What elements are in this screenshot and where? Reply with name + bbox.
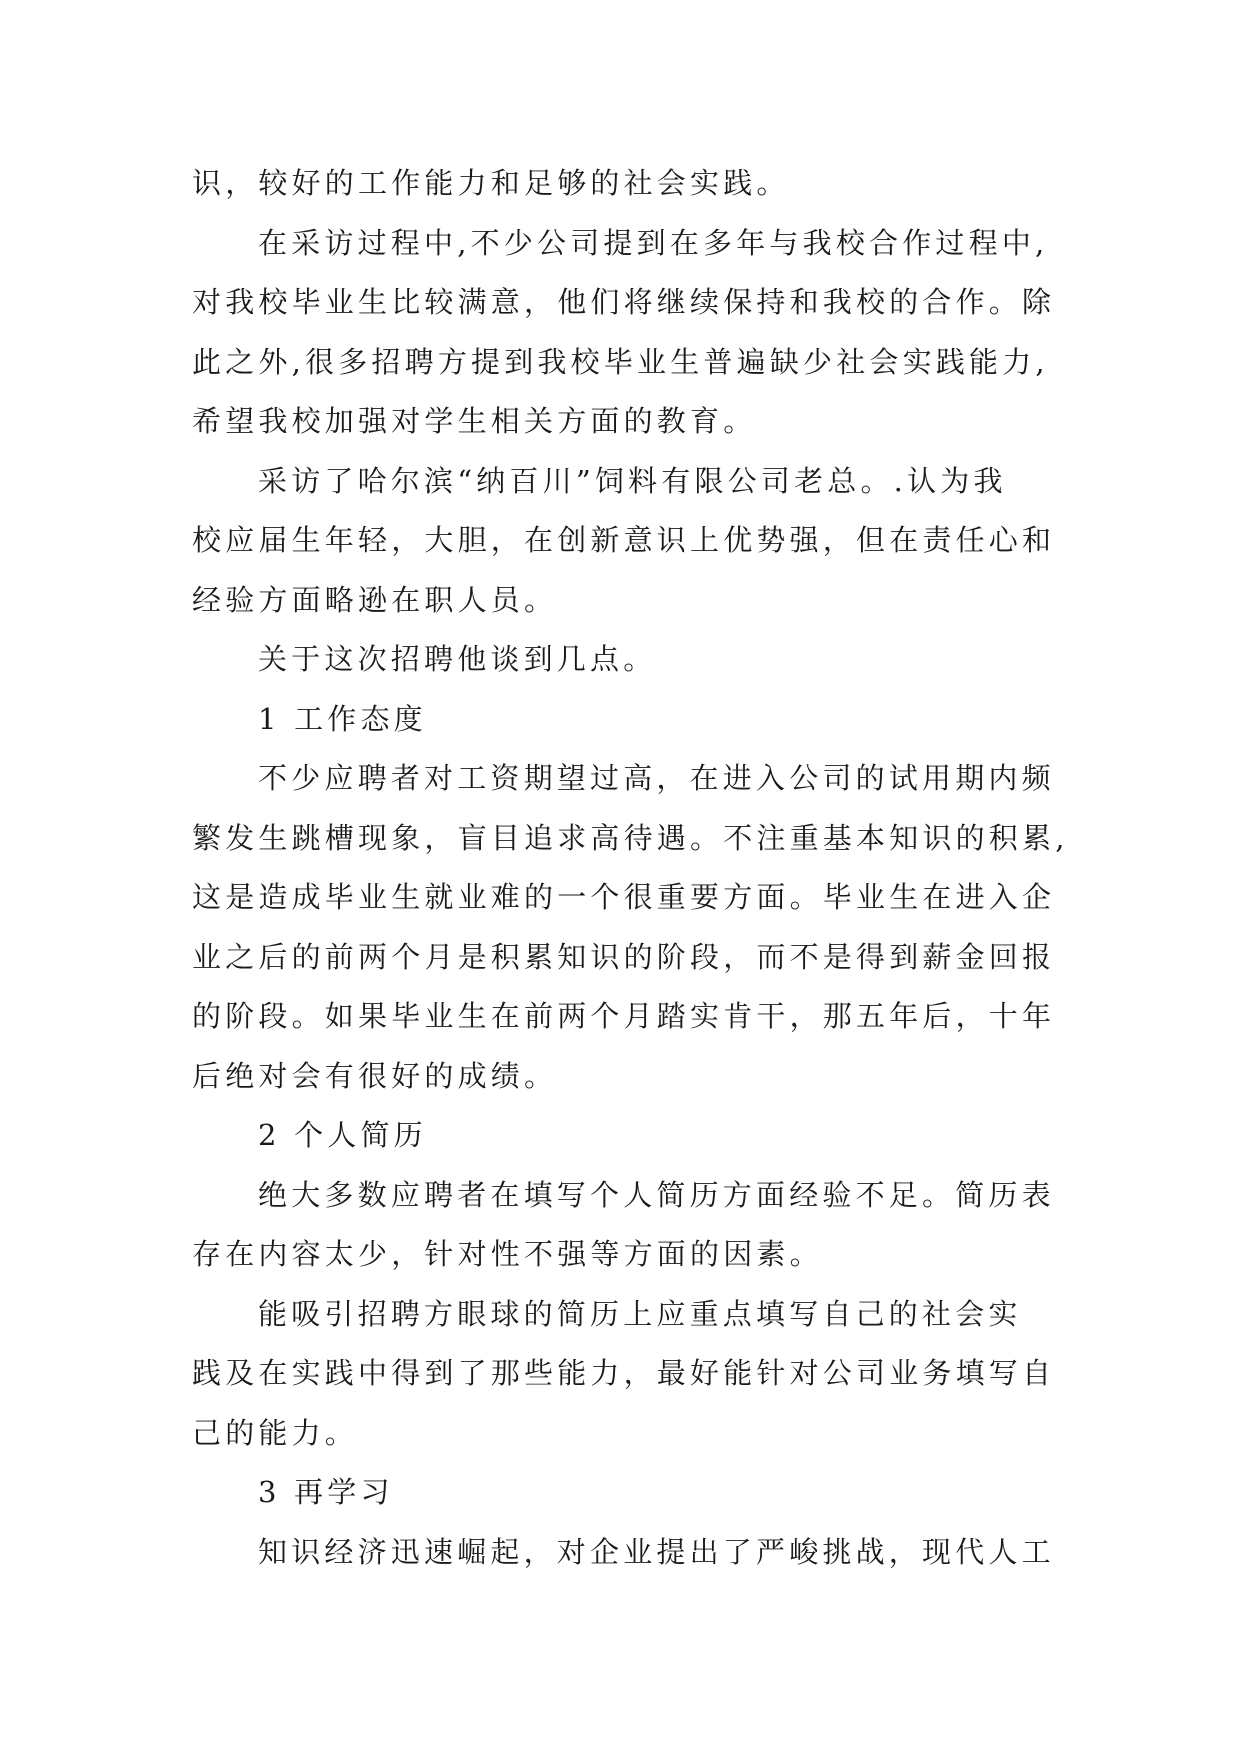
text-line: 对我校毕业生比较满意，他们将继续保持和我校的合作。除 xyxy=(192,285,1056,319)
text-line: 繁发生跳槽现象，盲目追求高待遇。不注重基本知识的积累, xyxy=(192,821,1069,855)
section-heading: 3 再学习 xyxy=(258,1475,394,1509)
text-line: 存在内容太少，针对性不强等方面的因素。 xyxy=(192,1237,823,1271)
text-line: 关于这次招聘他谈到几点。 xyxy=(258,642,657,676)
text-line: 能吸引招聘方眼球的简历上应重点填写自己的社会实 xyxy=(258,1297,1022,1331)
section-heading: 2 个人简历 xyxy=(258,1118,427,1152)
text-line: 在采访过程中,不少公司提到在多年与我校合作过程中, xyxy=(258,226,1049,260)
text-line: 践及在实践中得到了那些能力，最好能针对公司业务填写自 xyxy=(192,1356,1056,1390)
text-line: 业之后的前两个月是积累知识的阶段，而不是得到薪金回报 xyxy=(192,940,1056,974)
text-line: 绝大多数应聘者在填写个人简历方面经验不足。简历表 xyxy=(258,1178,1055,1212)
text-line: 识，较好的工作能力和足够的社会实践。 xyxy=(192,166,790,200)
text-line: 此之外,很多招聘方提到我校毕业生普遍缺少社会实践能力, xyxy=(192,345,1049,379)
section-heading: 1 工作态度 xyxy=(258,702,427,736)
text-line: 采访了哈尔滨“纳百川”饲料有限公司老总。.认为我 xyxy=(258,464,1007,498)
text-line: 这是造成毕业生就业难的一个很重要方面。毕业生在进入企 xyxy=(192,880,1056,914)
text-line: 经验方面略逊在职人员。 xyxy=(192,583,558,617)
text-line: 校应届生年轻，大胆，在创新意识上优势强，但在责任心和 xyxy=(192,523,1056,557)
text-line: 希望我校加强对学生相关方面的教育。 xyxy=(192,404,757,438)
text-line: 的阶段。如果毕业生在前两个月踏实肯干，那五年后，十年 xyxy=(192,999,1056,1033)
text-line: 知识经济迅速崛起，对企业提出了严峻挑战，现代人工 xyxy=(258,1535,1055,1569)
text-line: 后绝对会有很好的成绩。 xyxy=(192,1059,558,1093)
text-line: 己的能力。 xyxy=(192,1416,359,1450)
text-line: 不少应聘者对工资期望过高，在进入公司的试用期内频 xyxy=(258,761,1055,795)
